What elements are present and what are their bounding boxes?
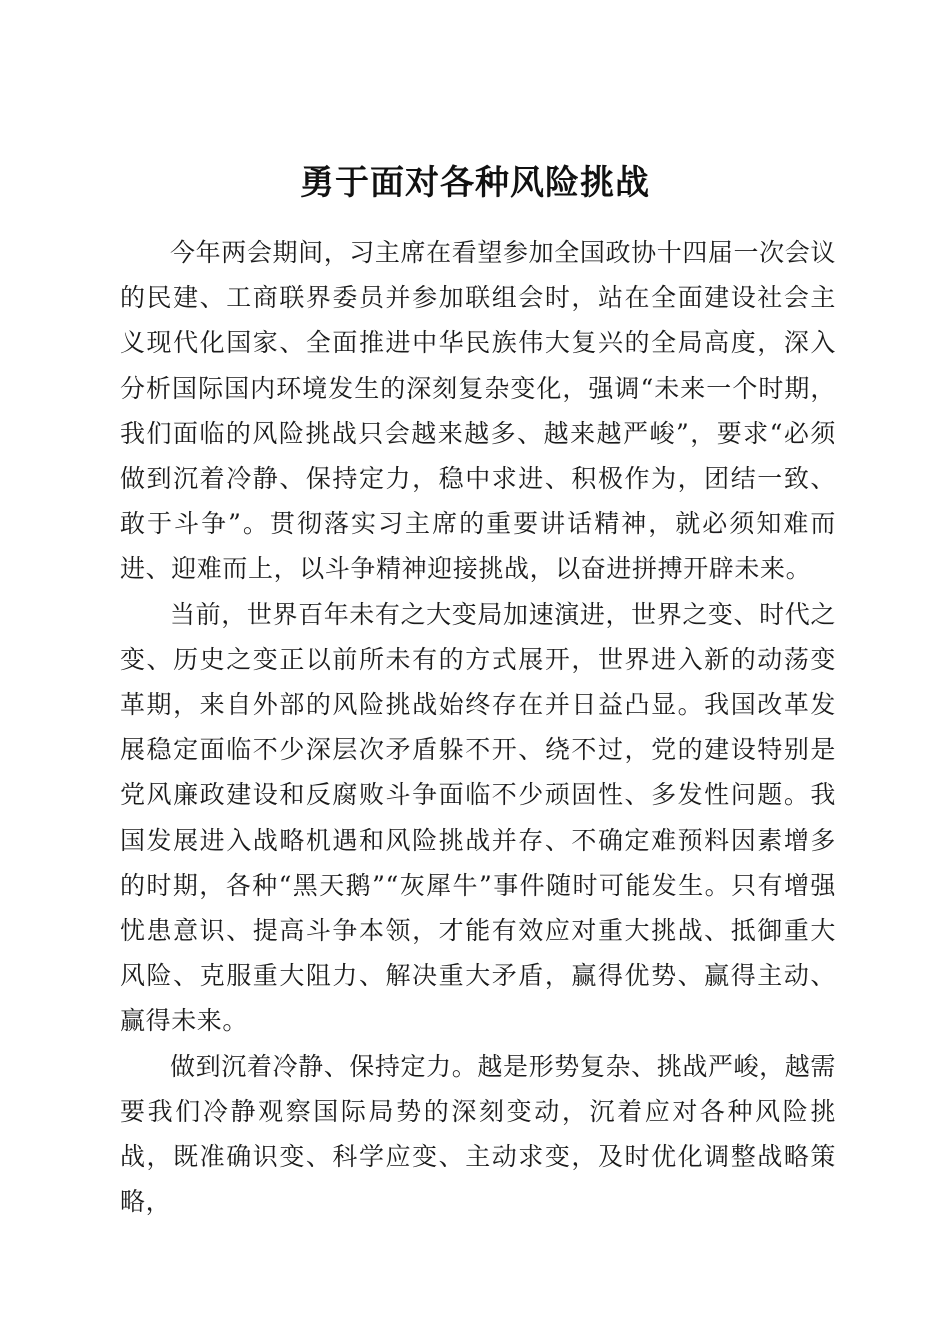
- document-title: 勇于面对各种风险挑战: [300, 162, 650, 203]
- paragraph-1: 今年两会期间，习主席在看望参加全国政协十四届一次会议的民建、工商联界委员并参加联组会时，站在全面建设社会主义现代化国家、全面推进中华民族伟大复兴的全局高度，深入分析国际国内环境发生的深刻复杂变化，强调“未来一个时期，我们面临的风险挑战只会越来越多、越来越严峻”，要求“必须做到沉着冷静、保持定力，稳中求进、积极作为，团结一致、敢于斗争”。贯彻落实习主席的重要讲话精神，就必须知难而进、迎难而上，以斗争精神迎接挑战，以奋进拼搏开辟未来。: [120, 238, 836, 584]
- paragraph-3: 做到沉着冷静、保持定力。越是形势复杂、挑战严峻，越需要我们冷静观察国际局势的深刻变动，沉着应对各种风险挑战，既准确识变、科学应变、主动求变，及时优化调整战略策略，: [120, 1051, 836, 1217]
- document-body: [120, 230, 836, 1224]
- paragraph-2: 当前，世界百年未有之大变局加速演进，世界之变、时代之变、历史之变正以前所未有的方式展开，世界进入新的动荡变革期，来自外部的风险挑战始终存在并日益凸显。我国改革发展稳定面临不少深层次矛盾躲不开、绕不过，党的建设特别是党风廉政建设和反腐败斗争面临不少顽固性、多发性问题。我国发展进入战略机遇和风险挑战并存、不确定难预料因素增多的时期，各种“黑天鹅”“灰犀牛”事件随时可能发生。只有增强忧患意识、提高斗争本领，才能有效应对重大挑战、抵御重大风险、克服重大阻力、解决重大矛盾，赢得优势、赢得主动、赢得未来。: [120, 599, 836, 1036]
